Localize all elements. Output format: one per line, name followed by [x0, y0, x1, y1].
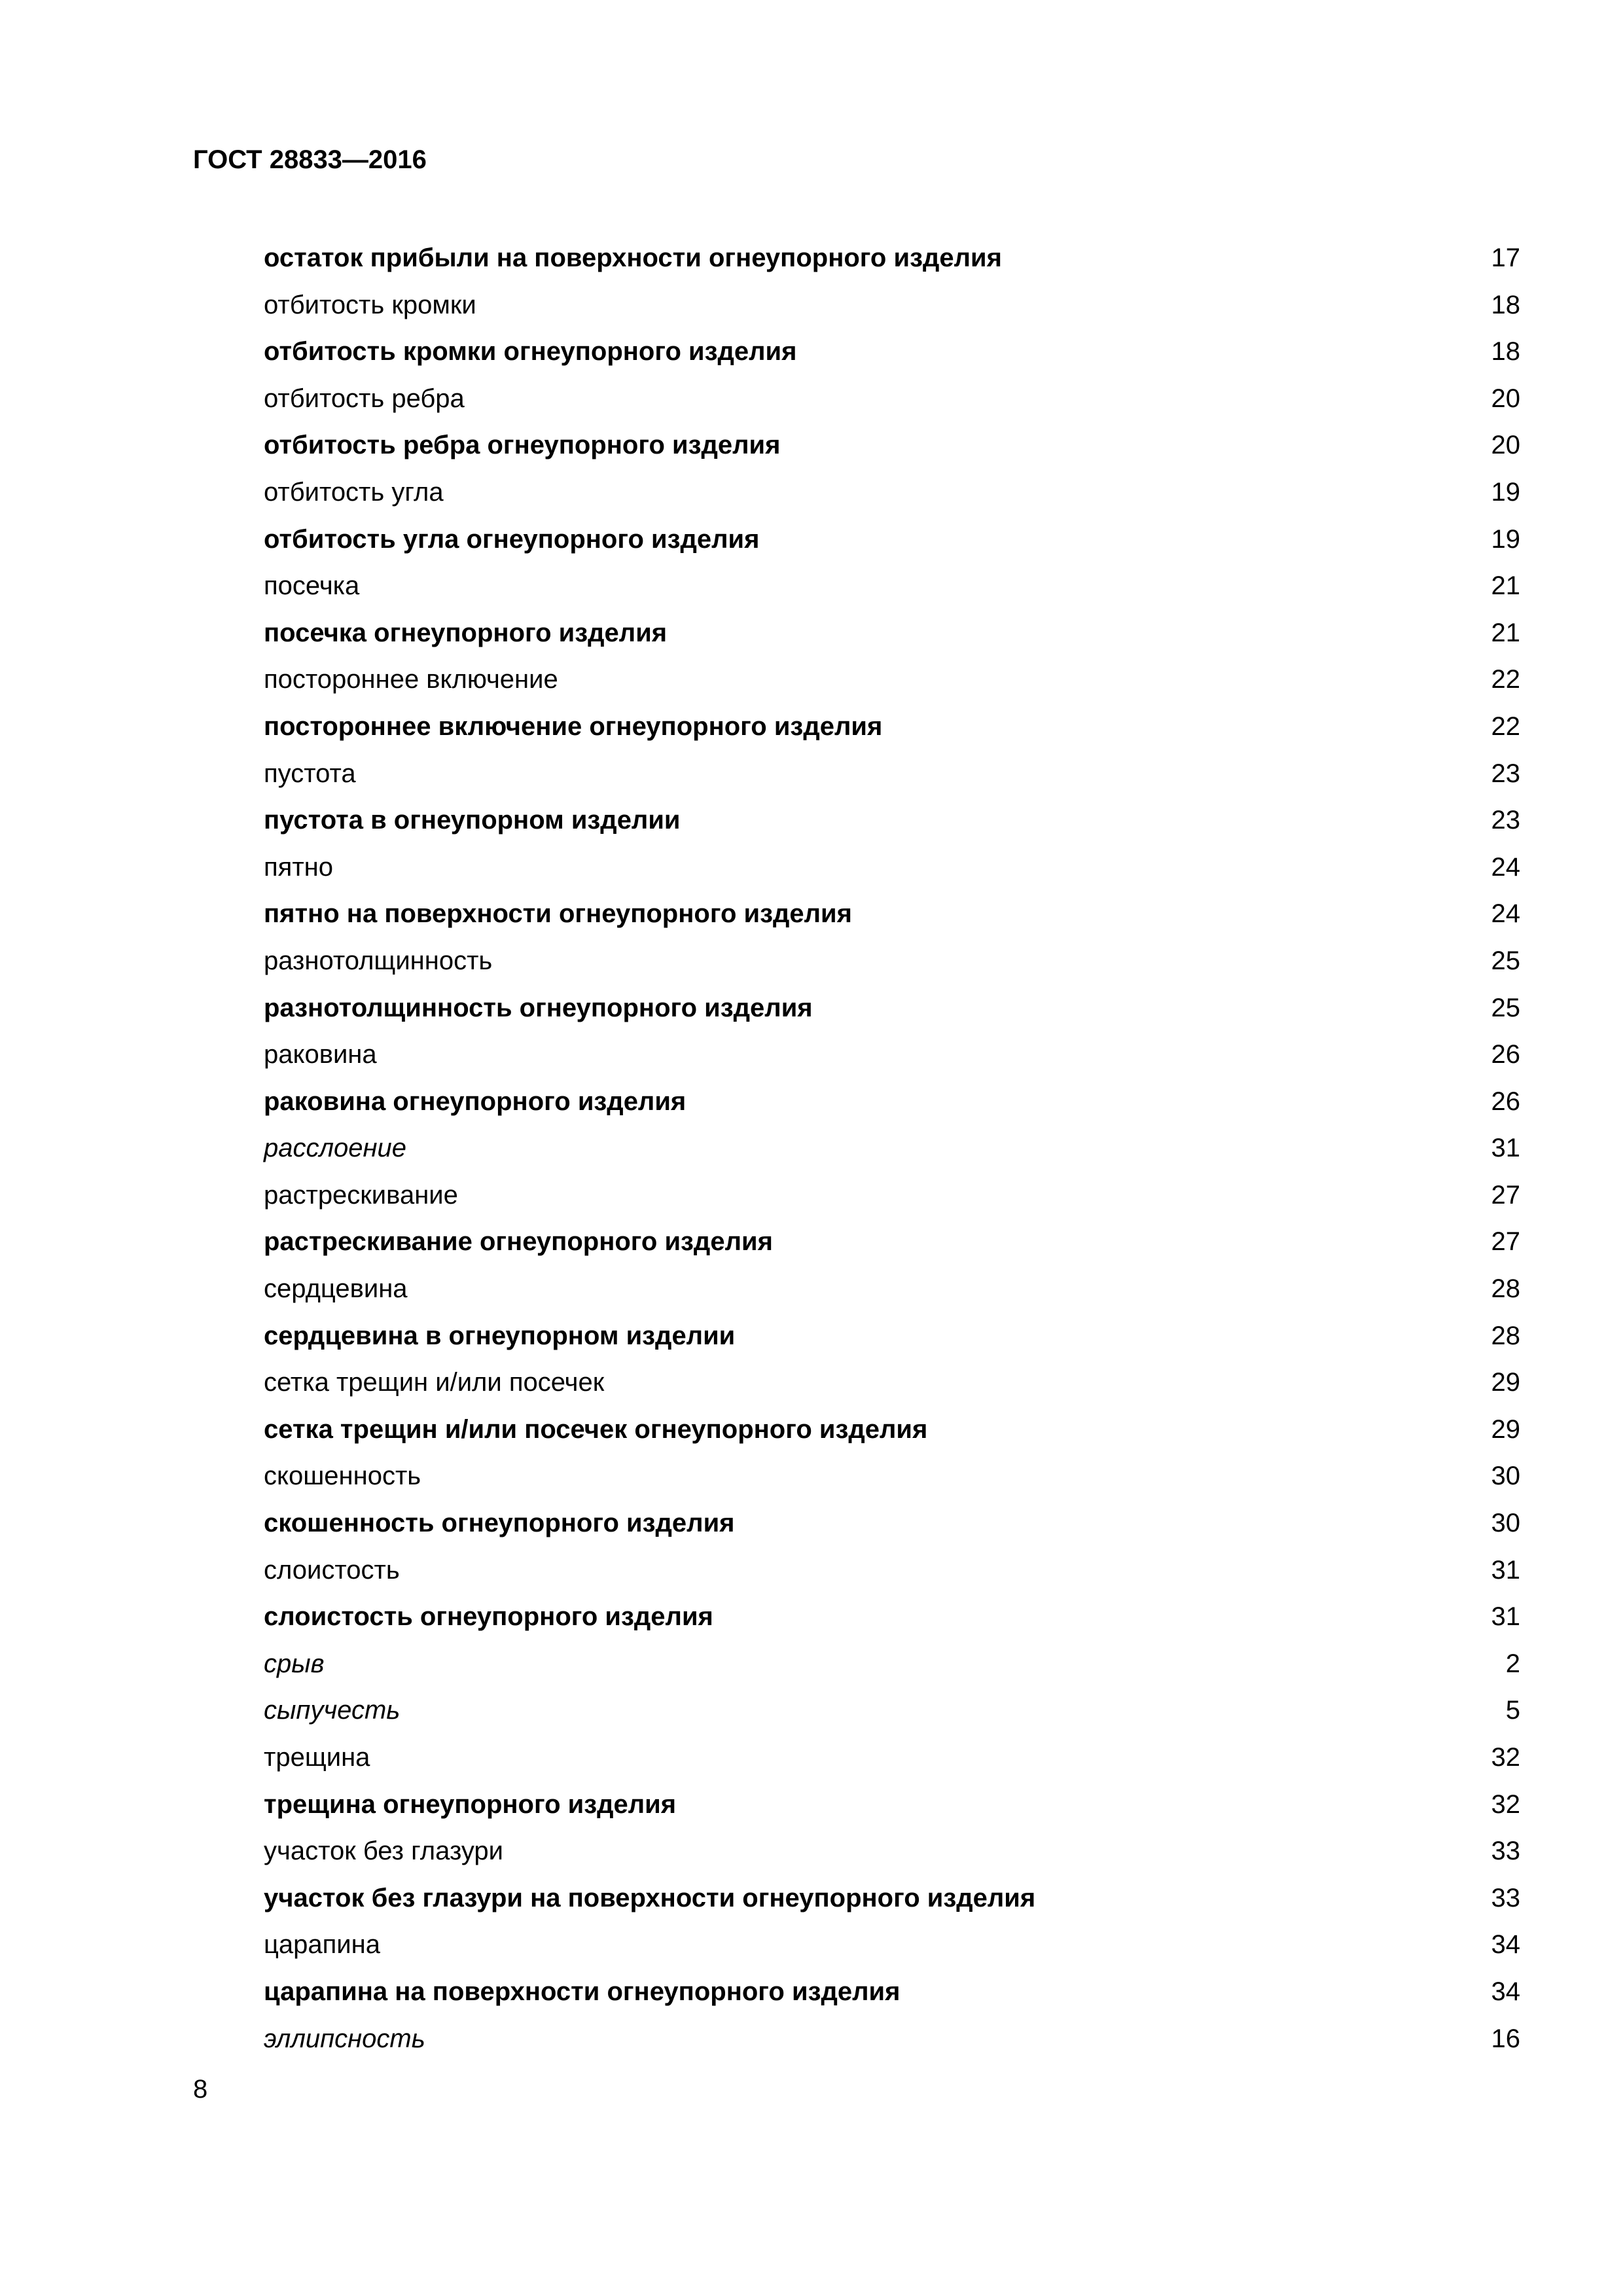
index-term: пустота в огнеупорном изделии	[264, 806, 681, 835]
index-entry	[264, 1789, 1520, 1836]
index-term: посечка огнеупорного изделия	[264, 618, 668, 647]
index-entry	[264, 524, 1520, 571]
index-page-ref: 18	[1491, 290, 1520, 319]
index-entry	[264, 898, 1520, 945]
index-entry	[264, 1273, 1520, 1320]
index-term: остаток прибыли на поверхности огнеупорного изделия	[264, 243, 1002, 272]
index-term: скошенность	[264, 1462, 421, 1491]
index-page-ref: 25	[1491, 993, 1520, 1022]
index-term: царапина на поверхности огнеупорного изделия	[264, 1977, 901, 2006]
index-page-ref: 33	[1491, 1883, 1520, 1912]
index-page-ref: 27	[1491, 1227, 1520, 1257]
index-entry	[264, 992, 1520, 1039]
index-term: пятно на поверхности огнеупорного изделия	[264, 899, 852, 929]
index-entry	[264, 1039, 1520, 1086]
index-entry	[264, 711, 1520, 758]
index-page-ref: 26	[1491, 1086, 1520, 1116]
index-term: пятно	[264, 852, 333, 882]
index-page-ref: 23	[1491, 806, 1520, 835]
index-entry	[264, 1414, 1520, 1461]
index-term: раковина	[264, 1040, 377, 1069]
index-entry	[264, 1976, 1520, 2023]
index-term: отбитость кромки	[264, 290, 476, 319]
index-page-ref: 29	[1491, 1414, 1520, 1444]
index-page-ref: 21	[1491, 571, 1520, 601]
document-header: ГОСТ 28833—2016	[193, 145, 427, 174]
index-page-ref: 23	[1491, 759, 1520, 788]
index-term: срыв	[264, 1649, 325, 1678]
index-page-ref: 28	[1491, 1274, 1520, 1304]
index-entry	[264, 429, 1520, 476]
index-page-ref: 31	[1491, 1602, 1520, 1632]
index-page-ref: 2	[1505, 1649, 1520, 1678]
index-entry	[264, 289, 1520, 336]
index-page-ref: 24	[1491, 852, 1520, 882]
index-term: растрескивание огнеупорного изделия	[264, 1227, 773, 1257]
index-page-ref: 31	[1491, 1555, 1520, 1585]
index-entry	[264, 1882, 1520, 1929]
index-page-ref: 31	[1491, 1134, 1520, 1163]
index-term: слоистость	[264, 1555, 400, 1585]
index-page-ref: 25	[1491, 946, 1520, 975]
index-term: сетка трещин и/или посечек огнеупорного изделия	[264, 1414, 928, 1444]
index-entry	[264, 1179, 1520, 1227]
alphabetical-index	[264, 242, 1520, 2070]
index-entry	[264, 1695, 1520, 1742]
index-page-ref: 26	[1491, 1040, 1520, 1069]
index-term: сердцевина	[264, 1274, 408, 1304]
index-page-ref: 16	[1491, 2024, 1520, 2053]
index-entry	[264, 1132, 1520, 1179]
index-term: участок без глазури	[264, 1837, 503, 1866]
index-entry	[264, 336, 1520, 383]
index-page-ref: 22	[1491, 665, 1520, 694]
index-entry	[264, 1835, 1520, 1882]
index-page-ref: 30	[1491, 1462, 1520, 1491]
index-term: скошенность огнеупорного изделия	[264, 1509, 735, 1538]
index-entry	[264, 1601, 1520, 1648]
index-entry	[264, 804, 1520, 852]
index-term: постороннее включение	[264, 665, 558, 694]
index-entry	[264, 1367, 1520, 1414]
index-entry	[264, 242, 1520, 289]
index-entry	[264, 758, 1520, 805]
index-entry	[264, 476, 1520, 524]
index-term: раковина огнеупорного изделия	[264, 1086, 687, 1116]
index-entry	[264, 2023, 1520, 2070]
index-term: сетка трещин и/или посечек	[264, 1368, 605, 1397]
index-page-ref: 30	[1491, 1509, 1520, 1538]
index-page-ref: 33	[1491, 1837, 1520, 1866]
index-page-ref: 20	[1491, 431, 1520, 460]
index-page-ref: 27	[1491, 1180, 1520, 1210]
index-term: разнотолщинность огнеупорного изделия	[264, 993, 813, 1022]
index-term: постороннее включение огнеупорного изделия	[264, 711, 883, 741]
index-term: царапина	[264, 1930, 380, 1960]
index-entry	[264, 1320, 1520, 1367]
index-term: растрескивание	[264, 1180, 458, 1210]
index-page-ref: 32	[1491, 1789, 1520, 1819]
index-page-ref: 32	[1491, 1743, 1520, 1772]
index-term: трещина огнеупорного изделия	[264, 1789, 677, 1819]
index-term: отбитость угла	[264, 477, 444, 507]
index-page-ref: 28	[1491, 1321, 1520, 1350]
index-page-ref: 21	[1491, 618, 1520, 647]
index-entry	[264, 1742, 1520, 1789]
index-term: трещина	[264, 1743, 370, 1772]
index-term: эллипсность	[264, 2024, 425, 2053]
index-entry	[264, 570, 1520, 617]
index-entry	[264, 1648, 1520, 1695]
index-page-ref: 20	[1491, 384, 1520, 413]
index-entry	[264, 945, 1520, 992]
index-page-ref: 22	[1491, 711, 1520, 741]
index-entry	[264, 617, 1520, 664]
index-entry	[264, 383, 1520, 430]
index-page-ref: 18	[1491, 337, 1520, 367]
index-entry	[264, 1086, 1520, 1133]
index-entry	[264, 1226, 1520, 1273]
index-term: отбитость кромки огнеупорного изделия	[264, 337, 797, 367]
index-entry	[264, 1460, 1520, 1507]
page-number: 8	[193, 2075, 208, 2104]
index-term: участок без глазури на поверхности огнеупорного изделия	[264, 1883, 1036, 1912]
index-page-ref: 19	[1491, 477, 1520, 507]
index-page-ref: 34	[1491, 1930, 1520, 1960]
index-entry	[264, 1929, 1520, 1976]
index-term: разнотолщинность	[264, 946, 493, 975]
index-term: отбитость угла огнеупорного изделия	[264, 524, 760, 554]
index-page-ref: 29	[1491, 1368, 1520, 1397]
index-entry	[264, 1507, 1520, 1554]
index-entry	[264, 1554, 1520, 1602]
index-page-ref: 34	[1491, 1977, 1520, 2006]
index-term: посечка	[264, 571, 360, 601]
index-term: слоистость огнеупорного изделия	[264, 1602, 713, 1632]
index-term: сердцевина в огнеупорном изделии	[264, 1321, 736, 1350]
index-entry	[264, 664, 1520, 711]
index-term: расслоение	[264, 1134, 407, 1163]
index-term: пустота	[264, 759, 356, 788]
index-page-ref: 5	[1505, 1696, 1520, 1725]
index-page-ref: 19	[1491, 524, 1520, 554]
index-term: сыпучесть	[264, 1696, 401, 1725]
index-term: отбитость ребра	[264, 384, 465, 413]
index-page-ref: 24	[1491, 899, 1520, 929]
index-entry	[264, 852, 1520, 899]
index-term: отбитость ребра огнеупорного изделия	[264, 431, 781, 460]
index-page-ref: 17	[1491, 243, 1520, 272]
